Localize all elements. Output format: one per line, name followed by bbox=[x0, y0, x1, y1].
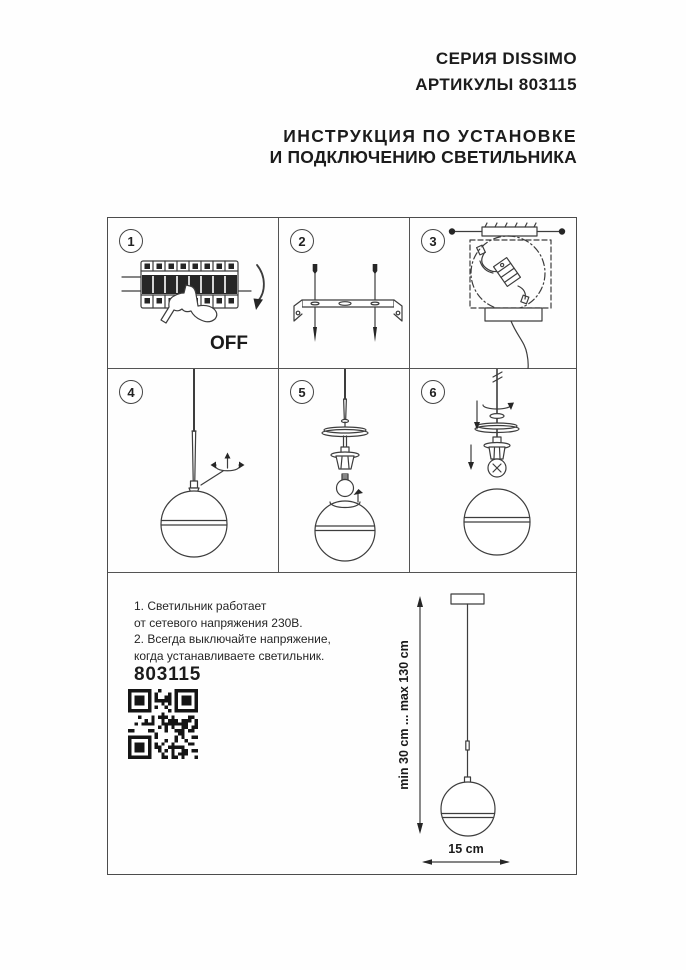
step-number-badge: 5 bbox=[290, 380, 314, 404]
page-title bbox=[270, 126, 577, 168]
instruction-sheet bbox=[107, 217, 577, 875]
step-number-badge: 2 bbox=[290, 229, 314, 253]
step-panel-1 bbox=[108, 218, 279, 369]
note-line: от сетевого напряжения 230В. bbox=[134, 615, 303, 630]
off-label: OFF bbox=[210, 333, 248, 354]
qr-code bbox=[128, 689, 198, 759]
step-number-badge: 4 bbox=[119, 380, 143, 404]
note-line: 2. Всегда выключайте напряжение, bbox=[134, 632, 331, 646]
header bbox=[270, 46, 577, 168]
steps-grid bbox=[108, 218, 576, 873]
rotate-arrow bbox=[257, 265, 264, 301]
width-dimension-label: 15 cm bbox=[448, 842, 484, 856]
note-line: 1. Светильник работает bbox=[134, 599, 267, 613]
step-panel-6 bbox=[410, 369, 576, 573]
height-dimension-label: min 30 cm ... max 130 cm bbox=[397, 640, 411, 790]
series-title: СЕРИЯ DISSIMO bbox=[435, 49, 577, 68]
step-number-badge: 3 bbox=[421, 229, 445, 253]
note-line: когда устанавливаете светильник. bbox=[134, 648, 325, 663]
dimension-drawing bbox=[386, 585, 570, 871]
notes-and-dimensions-section bbox=[108, 573, 576, 873]
step-panel-4 bbox=[108, 369, 279, 573]
step-panel-2 bbox=[279, 218, 410, 369]
step-number-badge: 6 bbox=[421, 380, 445, 404]
step-panel-3 bbox=[410, 218, 576, 369]
safety-notes bbox=[134, 598, 331, 664]
down-arrow-icons bbox=[468, 403, 514, 471]
article-number: 803115 bbox=[134, 664, 202, 685]
page-title-line1: ИНСТРУКЦИЯ ПО УСТАНОВКЕ bbox=[283, 126, 577, 146]
articles-line: АРТИКУЛЫ 803115 bbox=[415, 75, 577, 94]
page-title-line2: И ПОДКЛЮЧЕНИЮ СВЕТИЛЬНИКА bbox=[269, 147, 577, 167]
step-number-badge: 1 bbox=[119, 229, 143, 253]
step-panel-5 bbox=[279, 369, 410, 573]
